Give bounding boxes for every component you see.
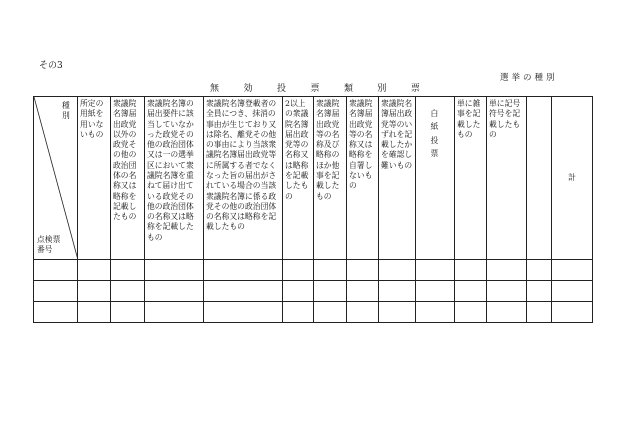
heading-char: 別 xyxy=(377,84,387,94)
table-cell[interactable] xyxy=(455,302,487,323)
table-cell[interactable] xyxy=(527,302,552,323)
table-cell[interactable] xyxy=(204,281,283,302)
table-cell[interactable] xyxy=(347,260,379,281)
heading-char: 投 xyxy=(276,84,286,94)
table-cell[interactable] xyxy=(487,260,527,281)
column-header-empty xyxy=(527,97,552,260)
column-header: 単に雑事を記載したもの xyxy=(455,97,487,260)
table-cell[interactable] xyxy=(145,281,204,302)
heading-char: 類 xyxy=(343,84,353,94)
table-cell[interactable] xyxy=(145,302,204,323)
column-header: 衆議院名簿届出政党等の名称及び略称のほか他事を記載したもの xyxy=(314,97,347,260)
column-header-blank-vote xyxy=(416,97,455,260)
corner-cell xyxy=(34,97,78,260)
column-header: 単に記号符号を記載したもの xyxy=(487,97,527,260)
election-type-label: 選挙の種別 xyxy=(500,73,558,83)
table-cell[interactable] xyxy=(455,281,487,302)
table-cell[interactable] xyxy=(527,260,552,281)
table-cell[interactable] xyxy=(78,260,111,281)
heading-char: 票 xyxy=(310,84,320,94)
corner-type-label: 種別 xyxy=(62,101,70,120)
table-cell[interactable] xyxy=(416,260,455,281)
table-cell[interactable] xyxy=(204,260,283,281)
page-label: その3 xyxy=(39,61,63,71)
table-cell[interactable] xyxy=(379,302,416,323)
table-cell[interactable] xyxy=(34,260,78,281)
column-header: 衆議院名簿届出政党等の名称又は略称を自署しないもの xyxy=(347,97,379,260)
header-row xyxy=(34,97,593,260)
table-row xyxy=(34,260,593,281)
table-cell[interactable] xyxy=(379,260,416,281)
heading-char: 効 xyxy=(243,84,253,94)
table-cell[interactable] xyxy=(487,281,527,302)
column-header: 2以上の衆議院名簿届出政党等の名称又は略称を記載したもの xyxy=(283,97,314,260)
table-cell[interactable] xyxy=(416,302,455,323)
table-cell[interactable] xyxy=(283,302,314,323)
table-cell[interactable] xyxy=(552,302,593,323)
table-cell[interactable] xyxy=(455,260,487,281)
table-cell[interactable] xyxy=(379,281,416,302)
table-cell[interactable] xyxy=(111,260,145,281)
table-cell[interactable] xyxy=(283,260,314,281)
heading-char: 無 xyxy=(210,84,220,94)
invalid-vote-table xyxy=(33,96,593,323)
column-header: 衆議院名簿の届出要件に該当していなかった政党その他の政治団体又は一の選挙区において衆議院名簿を重ねて届け出ている政党その他の政治団体の名称又は略称を記載したもの xyxy=(145,97,204,260)
table-row xyxy=(34,302,593,323)
table-cell[interactable] xyxy=(314,260,347,281)
table-cell[interactable] xyxy=(34,281,78,302)
corner-tally-label: 点検票番号 xyxy=(37,234,61,254)
table-cell[interactable] xyxy=(487,302,527,323)
table-cell[interactable] xyxy=(552,281,593,302)
table-cell[interactable] xyxy=(416,281,455,302)
table-cell[interactable] xyxy=(145,260,204,281)
table-cell[interactable] xyxy=(78,302,111,323)
table-row xyxy=(34,281,593,302)
blank-vote-label: 白紙投票 xyxy=(430,109,439,158)
table-cell[interactable] xyxy=(347,302,379,323)
column-header: 衆議院名簿届出政党等のいずれを記載したかを確認し難いもの xyxy=(379,97,416,260)
table-cell[interactable] xyxy=(527,281,552,302)
table-cell[interactable] xyxy=(314,302,347,323)
table-cell[interactable] xyxy=(78,281,111,302)
heading-char: 票 xyxy=(410,84,420,94)
column-header: 所定の用紙を用いないもの xyxy=(78,97,111,260)
table-cell[interactable] xyxy=(111,302,145,323)
column-header-total: 計 xyxy=(552,97,593,260)
table-cell[interactable] xyxy=(204,302,283,323)
table-cell[interactable] xyxy=(34,302,78,323)
table-cell[interactable] xyxy=(283,281,314,302)
column-header: 衆議院名簿届出政党以外の政党その他の政治団体の名称又は略称を記載したもの xyxy=(111,97,145,260)
column-header: 衆議院名簿登載者の全員につき、抹消の事由が生じており又は除名、離党その他の事由により当該衆議院名簿届出政党等に所属する者でなくなった旨の届出がされている場合の当該衆議院名簿に係る政党その他の政治団体の名称又は略称を記載したもの xyxy=(204,97,283,260)
table-cell[interactable] xyxy=(347,281,379,302)
table-cell[interactable] xyxy=(111,281,145,302)
table-cell[interactable] xyxy=(552,260,593,281)
table-cell[interactable] xyxy=(314,281,347,302)
form-heading xyxy=(210,81,420,94)
